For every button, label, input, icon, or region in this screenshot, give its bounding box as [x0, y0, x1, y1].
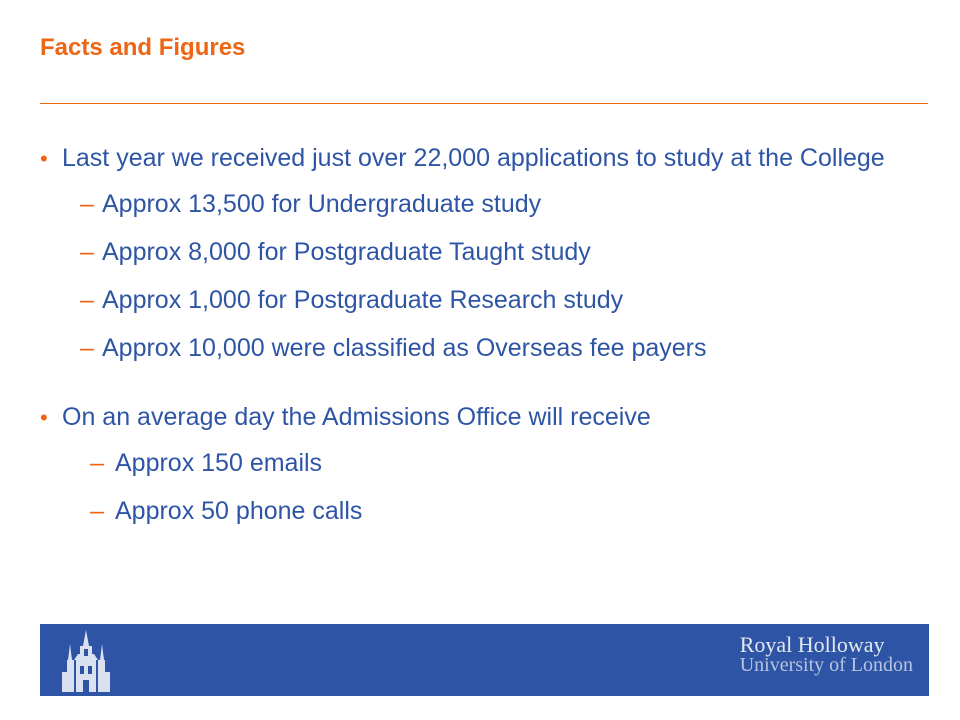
college-tower-icon: [58, 630, 114, 692]
dash-icon: –: [90, 497, 104, 525]
institution-logo: [740, 634, 913, 676]
dash-icon: –: [80, 334, 94, 362]
spacer: [40, 363, 930, 399]
bullet-text: Last year we received just over 22,000 applications to study at the College: [62, 144, 885, 172]
slide-title: Facts and Figures: [40, 34, 246, 61]
dash-icon: –: [90, 449, 104, 477]
sub-item-text: Approx 1,000 for Postgraduate Research study: [102, 286, 624, 314]
bullet-text: On an average day the Admissions Office will receive: [62, 403, 651, 431]
footer-bar: [40, 624, 929, 696]
title-divider: [40, 103, 928, 104]
sub-item-postgraduate-research: [40, 285, 930, 315]
bullet-applications: [40, 140, 930, 177]
sub-item-text: Approx 10,000 were classified as Overseas fee payers: [102, 334, 707, 362]
dash-icon: –: [80, 238, 94, 266]
sub-item-phone-calls: [40, 496, 930, 526]
sub-item-text: Approx 150 emails: [115, 449, 323, 477]
sub-item-text: Approx 50 phone calls: [115, 497, 363, 525]
bullet-icon: •: [40, 405, 48, 430]
sub-item-undergraduate: [40, 189, 930, 219]
dash-icon: –: [80, 286, 94, 314]
sub-item-postgraduate-taught: [40, 237, 930, 267]
logo-line1: Royal Holloway: [739, 632, 885, 657]
bullet-daily: [40, 399, 930, 436]
dash-icon: –: [80, 190, 94, 218]
sub-item-text: Approx 13,500 for Undergraduate study: [102, 190, 542, 218]
logo-line2: University of London: [739, 654, 913, 676]
slide-content: [40, 140, 930, 526]
sub-item-text: Approx 8,000 for Postgraduate Taught study: [102, 238, 591, 266]
bullet-icon: •: [40, 146, 48, 171]
sub-item-overseas: [40, 333, 930, 363]
sub-item-emails: [40, 448, 930, 478]
